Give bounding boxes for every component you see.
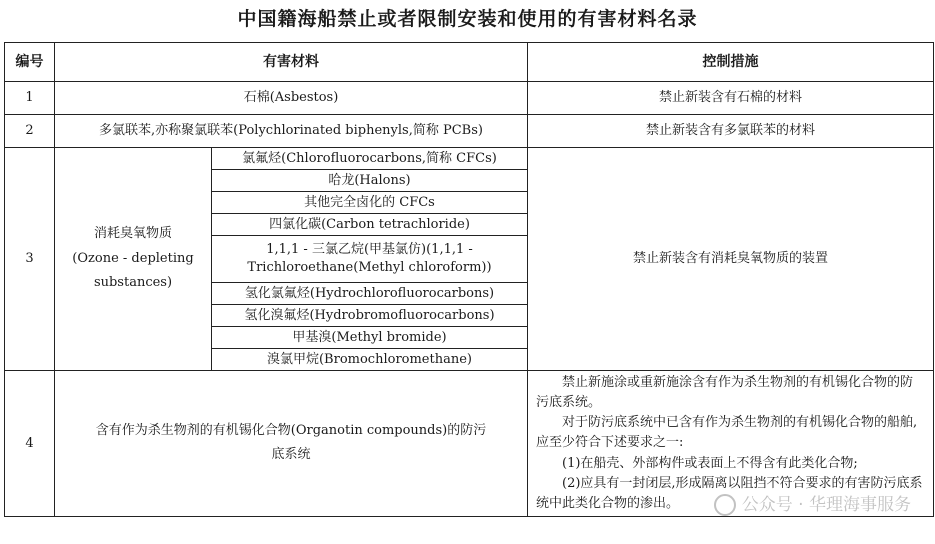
- row-material: [55, 371, 528, 517]
- row-material: 多氯联苯,亦称聚氯联苯(Polychlorinated biphenyls,简称 PCBs): [55, 115, 528, 148]
- row-no: 2: [5, 115, 55, 148]
- row-no: 1: [5, 82, 55, 115]
- row-control: 禁止新装含有石棉的材料: [528, 82, 934, 115]
- control-paragraph: 禁止新施涂或重新施涂含有作为杀生物剂的有机锡化合物的防污底系统。: [536, 375, 914, 411]
- control-paragraph: 对于防污底系统中已含有作为杀生物剂的有机锡化合物的船舶,应至少符合下述要求之一:: [536, 415, 918, 451]
- row-no: 3: [5, 148, 55, 371]
- row-material: 石棉(Asbestos): [55, 82, 528, 115]
- ods-item: 甲基溴(Methyl bromide): [212, 327, 528, 349]
- ods-item: 氯氟烃(Chlorofluorocarbons,简称 CFCs): [212, 148, 528, 170]
- ods-group-line: 消耗臭氧物质: [93, 225, 172, 241]
- ods-group-line: substances): [93, 275, 173, 291]
- ods-item: 哈龙(Halons): [212, 170, 528, 192]
- control-paragraph: (1)在船壳、外部构件或表面上不得含有此类化合物;: [562, 455, 858, 471]
- control-paragraph: (2)应具有一封闭层,形成隔离以阻挡不符合要求的有害防污底系统中此类化合物的渗出。: [536, 475, 923, 511]
- watermark: [714, 490, 911, 516]
- watermark-text: 公众号 · 华理海事服务: [741, 495, 911, 515]
- row-control: 禁止新装含有消耗臭氧物质的装置: [528, 148, 934, 371]
- header-material: 有害材料: [55, 43, 528, 82]
- header-control: 控制措施: [528, 43, 934, 82]
- ods-item: 氢化氯氟烃(Hydrochlorofluorocarbons): [212, 283, 528, 305]
- ods-group-line: (Ozone - depleting: [72, 250, 194, 266]
- wechat-icon: [714, 494, 736, 516]
- table-row: [5, 148, 934, 170]
- document-title: 中国籍海船禁止或者限制安装和使用的有害材料名录: [237, 8, 698, 30]
- ods-item: 其他完全卤化的 CFCs: [212, 192, 528, 214]
- row-control: 禁止新装含有多氯联苯的材料: [528, 115, 934, 148]
- row-material-text: 含有作为杀生物剂的有机锡化合物(Organotin compounds)的防污底系统: [95, 422, 487, 463]
- hazardous-materials-table: [4, 42, 934, 517]
- row-no: 4: [5, 371, 55, 517]
- header-no: 编号: [5, 43, 55, 82]
- table-header-row: [5, 43, 934, 82]
- ods-item: 1,1,1 - 三氯乙烷(甲基氯仿)(1,1,1 - Trichloroethane(Methyl chloroform)): [212, 236, 528, 283]
- ods-group-cell: [55, 148, 212, 371]
- ods-item: 溴氯甲烷(Bromochloromethane): [212, 349, 528, 371]
- table-row: [5, 115, 934, 148]
- ods-item: 四氯化碳(Carbon tetrachloride): [212, 214, 528, 236]
- table-row: [5, 82, 934, 115]
- ods-item: 氢化溴氟烃(Hydrobromofluorocarbons): [212, 305, 528, 327]
